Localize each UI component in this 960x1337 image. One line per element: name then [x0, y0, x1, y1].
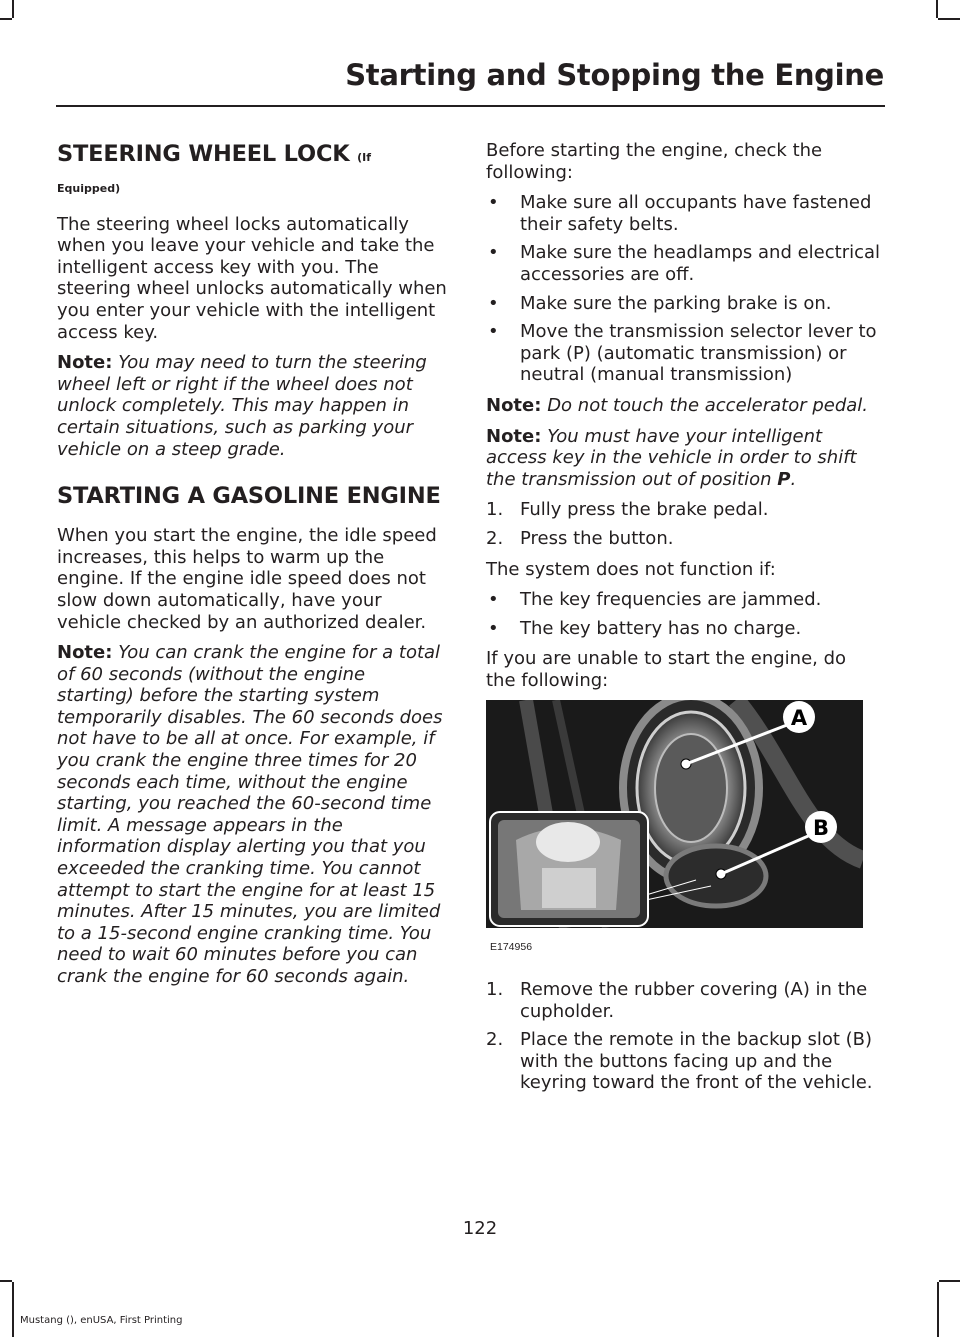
- list-item: • The key frequencies are jammed.: [486, 589, 881, 611]
- note-label: Note:: [57, 352, 113, 374]
- note-paragraph: [57, 352, 447, 460]
- note-label: Note:: [486, 394, 542, 416]
- crop-mark: [12, 1282, 14, 1337]
- list-item: [486, 1029, 881, 1094]
- equipped-label: Equipped): [57, 182, 121, 195]
- crop-mark: [939, 1280, 960, 1282]
- left-column: [57, 140, 447, 997]
- page-number: 122: [462, 1218, 498, 1239]
- footer-edition: Mustang (), enUSA, First Printing: [20, 1315, 183, 1326]
- backup-steps: [486, 979, 881, 1094]
- note-label: Note:: [486, 425, 542, 447]
- crop-mark: [0, 1280, 12, 1282]
- list-item: [486, 979, 881, 1022]
- crop-mark: [0, 18, 12, 20]
- body-paragraph: The system does not function if:: [486, 558, 776, 580]
- page-title: Starting and Stopping the Engine: [345, 58, 884, 92]
- right-column: [486, 140, 881, 1103]
- figure-code: E174956: [490, 941, 533, 954]
- list-item: [486, 528, 881, 550]
- note-label: Note:: [57, 642, 113, 664]
- cupholder-figure: [486, 700, 863, 928]
- list-item: • Make sure all occupants have fastened their safety belts.: [486, 192, 881, 235]
- note-text: You can crank the engine for a total of 60 seconds (without the engine starting) before the starting system temporarily disables. The 60 seconds does not have to be all at once. For example, if you crank the engine three times for 20 seconds each time, without the engine starting, you reached the 60-second time limit. A message appears in the information display alerting you that you exceeded the cranking time. You cannot attempt to start the engine for at least 15 minutes. After 15 minutes, you are limited to a 15-second engine cranking time. You need to wait 60 minutes before you can crank the engine for 60 seconds again.: [57, 642, 443, 987]
- note-text: You may need to turn the steering wheel left or right if the wheel does not unlock completely. This may happen in certain situations, such as parking your vehicle on a steep grade.: [57, 352, 427, 460]
- step-text: Press the button.: [520, 527, 674, 549]
- step-number: 2.: [486, 527, 504, 549]
- step-number: 2.: [486, 1029, 504, 1051]
- callout-label-a: A: [790, 706, 808, 731]
- note-text: You must have your intelligent access key in the vehicle in order to shift the transmission out of position: [486, 425, 857, 490]
- step-text: Fully press the brake pedal.: [520, 499, 769, 521]
- list-item: • Make sure the parking brake is on.: [486, 293, 881, 315]
- note-text: Do not touch the accelerator pedal.: [547, 394, 869, 416]
- checklist: [486, 192, 881, 386]
- step-number: 1.: [486, 979, 504, 1001]
- step-text: Remove the rubber covering (A) in the cupholder.: [520, 979, 868, 1022]
- note-end: .: [790, 468, 797, 490]
- section-title: STEERING WHEEL LOCK: [57, 141, 350, 167]
- body-paragraph: When you start the engine, the idle speed increases, this helps to warm up the engine. If the engine idle speed does not slow down automatically, have your vehicle checked by an authorized dealer.: [57, 525, 437, 633]
- list-item: • Make sure the headlamps and electrical accessories are off.: [486, 242, 881, 285]
- step-text: Place the remote in the backup slot (B) with the buttons facing up and the keyring toward the front of the vehicle.: [520, 1029, 873, 1094]
- body-paragraph: The steering wheel locks automatically when you leave your vehicle and take the intelligent access key with you. The steering wheel unlocks automatically when you enter your vehicle with the intelligent access key.: [57, 213, 447, 343]
- fail-list: [486, 589, 881, 639]
- section-title-suffix: (If: [357, 151, 372, 164]
- section-title: STARTING A GASOLINE ENGINE: [57, 483, 441, 510]
- start-steps: [486, 499, 881, 549]
- body-paragraph: Before starting the engine, check the following:: [486, 140, 823, 183]
- section-heading: [57, 140, 447, 172]
- cupholder-illustration: [486, 700, 863, 928]
- callout-label-b: B: [812, 816, 829, 841]
- title-rule: [56, 105, 885, 107]
- list-item: • The key battery has no charge.: [486, 618, 881, 640]
- note-emphasis: P: [777, 468, 791, 490]
- note-paragraph: [486, 395, 881, 417]
- crop-mark: [938, 18, 960, 20]
- note-paragraph: [57, 642, 447, 988]
- crop-mark: [12, 0, 14, 18]
- crop-mark: [936, 0, 938, 18]
- step-number: 1.: [486, 499, 504, 521]
- crop-mark: [937, 1282, 939, 1337]
- list-item: [486, 499, 881, 521]
- body-paragraph: If you are unable to start the engine, do the following:: [486, 648, 847, 691]
- note-paragraph: [486, 426, 881, 491]
- list-item: • Move the transmission selector lever to park (P) (automatic transmission) or neutral (manual transmission): [486, 321, 881, 386]
